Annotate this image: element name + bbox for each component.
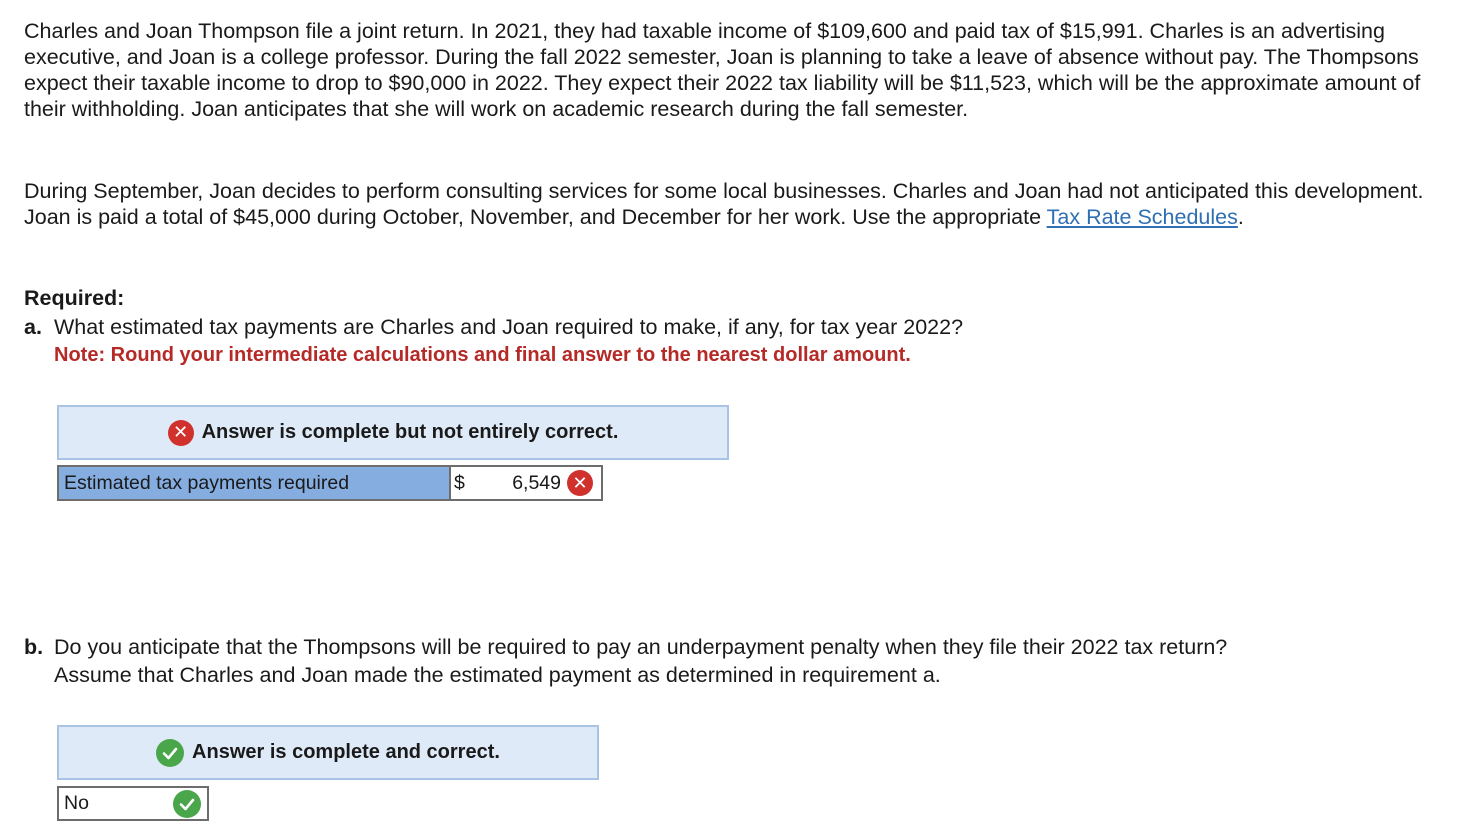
question-b-text-line1: Do you anticipate that the Thompsons will be required to pay an underpayment penalty when they file their 2022 tax return? bbox=[54, 635, 1228, 659]
x-circle-icon: ✕ bbox=[567, 470, 593, 496]
penalty-answer-select[interactable] bbox=[57, 786, 209, 821]
banner-a-text: Answer is complete but not entirely correct. bbox=[201, 421, 619, 443]
answer-status-banner-a bbox=[57, 405, 729, 460]
question-b-text-line2: Assume that Charles and Joan made the estimated payment as determined in requirement a. bbox=[54, 663, 941, 687]
answer-row-a bbox=[57, 465, 603, 501]
problem-paragraph-1: Charles and Joan Thompson file a joint return. In 2021, they had taxable income of $109,600 and paid tax of $15,991. Charles is an advertising executive, and Joan is a college professor. During the fall 2022 semester, Joan is planning to take a leave of absence without pay. The Thompsons expect their taxable income to drop to $90,000 in 2022. They expect their 2022 tax liability will be $11,523, which will be the approximate amount of their withholding. Joan anticipates that she will work on academic research during the fall semester. bbox=[24, 19, 1421, 121]
estimated-tax-input[interactable] bbox=[451, 465, 603, 501]
question-a-text: What estimated tax payments are Charles and Joan required to make, if any, for tax year 2022? bbox=[54, 315, 964, 339]
question-a bbox=[24, 313, 963, 341]
estimated-tax-label: Estimated tax payments required bbox=[57, 465, 451, 501]
answer-status-banner-b bbox=[57, 725, 599, 780]
problem-paragraph-2-end: . bbox=[1237, 205, 1244, 229]
penalty-answer-value: No bbox=[64, 792, 89, 814]
problem-paragraph-2 bbox=[24, 178, 1444, 230]
currency-symbol: $ bbox=[454, 471, 465, 494]
problem-paragraph-2-text: During September, Joan decides to perform consulting services for some local businesses. Charles and Joan had not anticipated this development. Joan is paid a total of $45,000 during October, November, and December for her work. Use the appropriate bbox=[24, 179, 1424, 229]
x-circle-icon: ✕ bbox=[168, 420, 194, 446]
estimated-tax-value: 6,549 bbox=[512, 471, 561, 494]
question-b-letter: b. bbox=[24, 635, 44, 659]
question-a-letter: a. bbox=[24, 315, 42, 339]
rounding-note: Note: Round your intermediate calculations and final answer to the nearest dollar amount. bbox=[54, 344, 911, 366]
required-heading: Required: bbox=[24, 286, 125, 310]
check-circle-icon bbox=[156, 739, 184, 767]
check-circle-icon bbox=[173, 790, 201, 818]
tax-rate-schedules-link[interactable]: Tax Rate Schedules bbox=[1046, 205, 1238, 229]
banner-b-text: Answer is complete and correct. bbox=[192, 741, 500, 763]
question-b bbox=[24, 633, 1227, 661]
